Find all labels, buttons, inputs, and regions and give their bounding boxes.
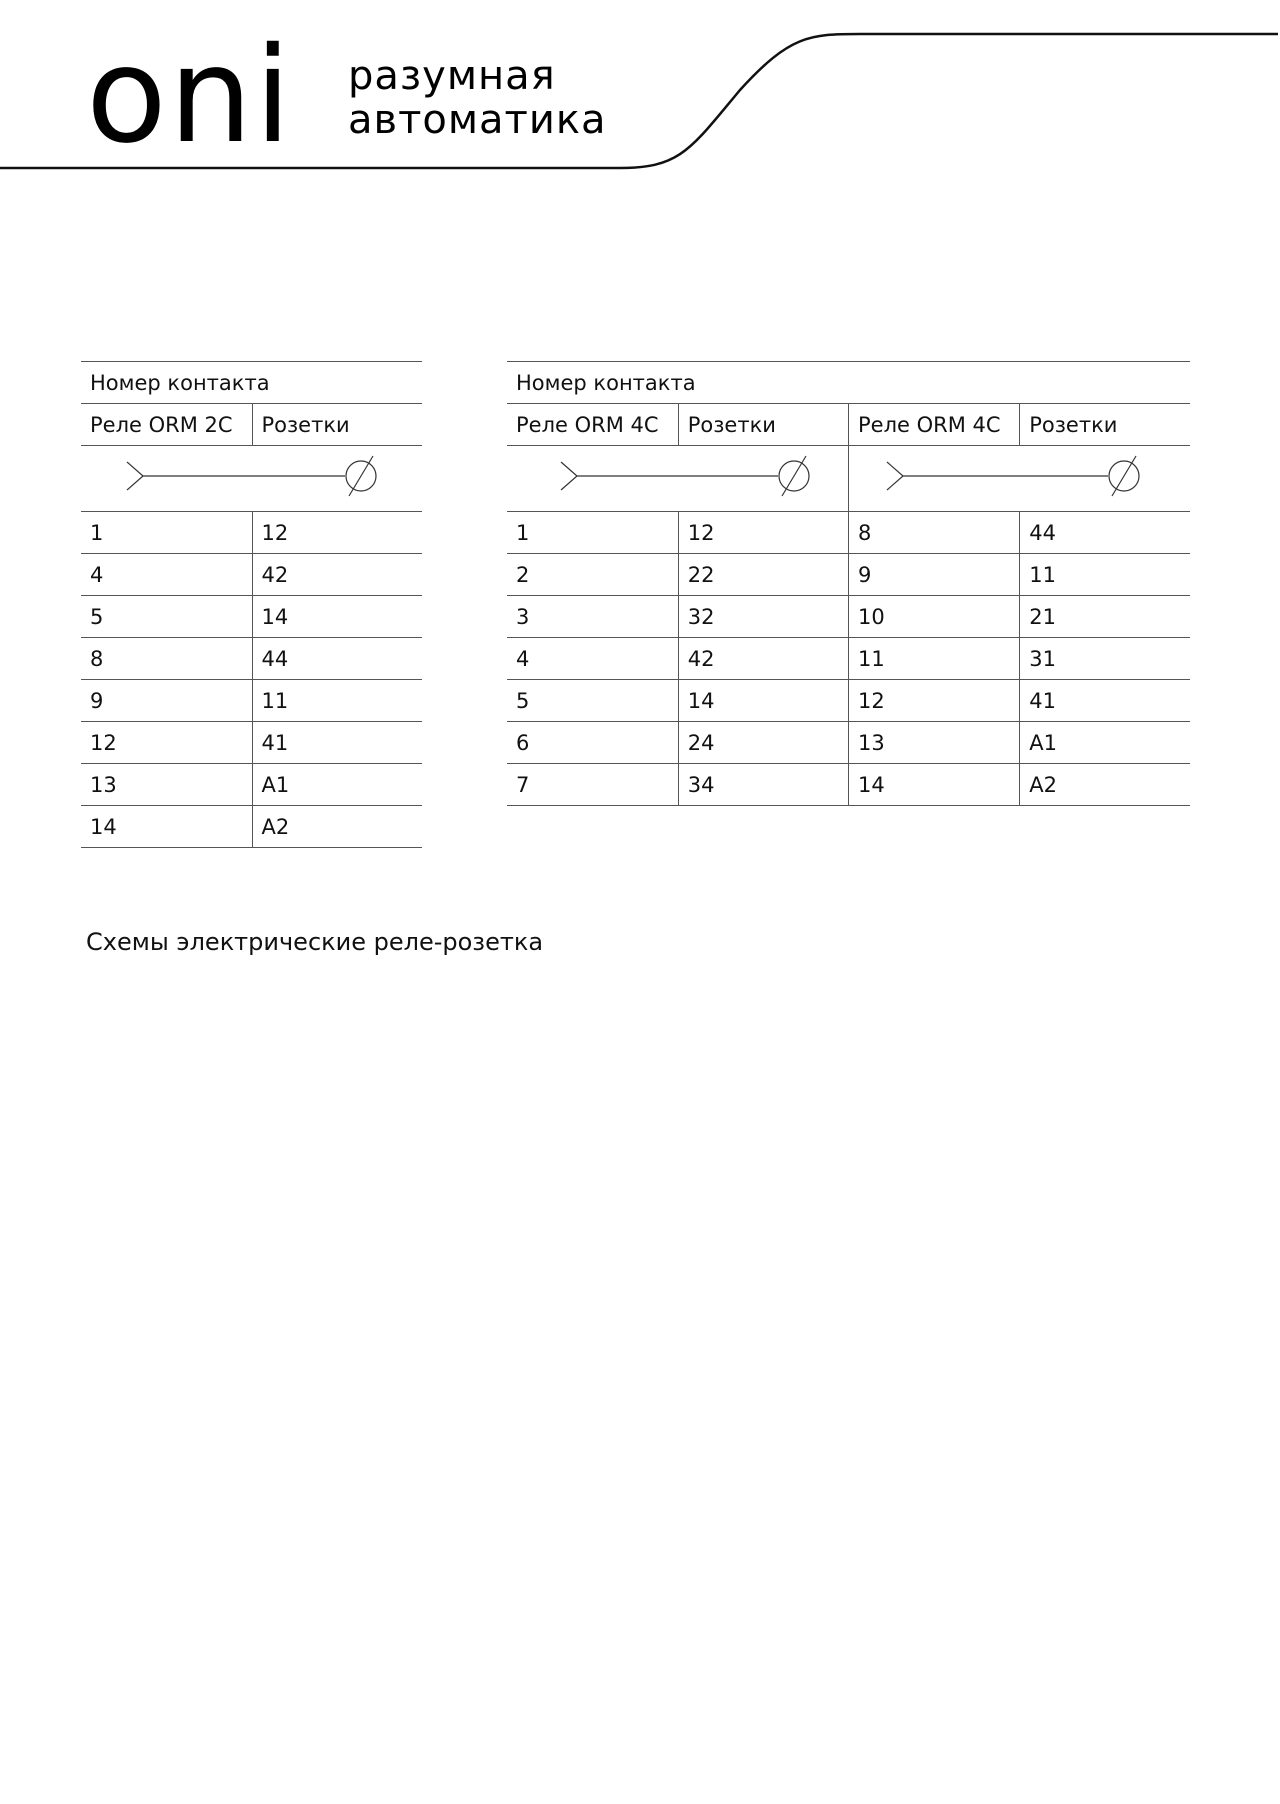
table-cell: 11 <box>849 638 1020 680</box>
table-header-row <box>507 404 1190 446</box>
table-cell: 31 <box>1020 638 1190 680</box>
table-cell: 14 <box>81 806 252 848</box>
table-row <box>81 596 422 638</box>
table-row <box>507 512 1190 554</box>
tagline-line-1: разумная <box>348 53 556 99</box>
table-cell: 3 <box>507 596 678 638</box>
table-cell: 2 <box>507 554 678 596</box>
table-title: Номер контакта <box>507 362 1190 404</box>
table-title-row <box>507 362 1190 404</box>
column-header: Реле ORM 2C <box>81 404 252 446</box>
table-cell: 5 <box>81 596 252 638</box>
table-row <box>507 680 1190 722</box>
page-header <box>0 0 1280 200</box>
table-cell: 13 <box>81 764 252 806</box>
table-cell: 1 <box>507 512 678 554</box>
table-cell: 14 <box>849 764 1020 806</box>
table-row <box>81 680 422 722</box>
table-title-row <box>81 362 422 404</box>
table-cell: 4 <box>81 554 252 596</box>
table-cell: 12 <box>252 512 422 554</box>
column-header: Реле ORM 4C <box>849 404 1020 446</box>
table-cell: A1 <box>252 764 422 806</box>
table-cell: 9 <box>849 554 1020 596</box>
symbol-row <box>81 446 422 512</box>
contact-table-orm-2c <box>81 361 422 848</box>
table-row <box>507 722 1190 764</box>
brand-logo: oni <box>86 19 294 173</box>
table-cell: 8 <box>849 512 1020 554</box>
table-cell: 32 <box>678 596 848 638</box>
table-cell: 11 <box>252 680 422 722</box>
table-cell: 4 <box>507 638 678 680</box>
table-row <box>81 806 422 848</box>
table-cell: 13 <box>849 722 1020 764</box>
table-cell: A2 <box>1020 764 1190 806</box>
table-cell: 9 <box>81 680 252 722</box>
table-row <box>81 722 422 764</box>
table-cell: 22 <box>678 554 848 596</box>
plug-socket-symbol-icon <box>507 446 848 506</box>
table-row <box>81 764 422 806</box>
table-title: Номер контакта <box>81 362 422 404</box>
plug-socket-symbol-icon <box>81 446 422 506</box>
table-header-row <box>81 404 422 446</box>
column-header: Розетки <box>1020 404 1190 446</box>
table-cell: 41 <box>1020 680 1190 722</box>
symbol-row <box>507 446 1190 512</box>
table-row <box>507 638 1190 680</box>
tagline-line-2: автоматика <box>348 97 607 143</box>
table-cell: 42 <box>252 554 422 596</box>
table-cell: 1 <box>81 512 252 554</box>
column-header: Розетки <box>678 404 848 446</box>
table-row <box>507 764 1190 806</box>
table-row <box>81 638 422 680</box>
table-cell: A1 <box>1020 722 1190 764</box>
table-row <box>507 596 1190 638</box>
table-cell: 24 <box>678 722 848 764</box>
figure-caption: Схемы электрические реле-розетка <box>86 928 544 956</box>
table-cell: 14 <box>252 596 422 638</box>
table-cell: 8 <box>81 638 252 680</box>
table-cell: A2 <box>252 806 422 848</box>
table-cell: 12 <box>81 722 252 764</box>
brand-tagline <box>348 54 607 142</box>
table-cell: 11 <box>1020 554 1190 596</box>
table-row <box>507 554 1190 596</box>
table-cell: 44 <box>252 638 422 680</box>
table-cell: 6 <box>507 722 678 764</box>
table-cell: 12 <box>678 512 848 554</box>
table-cell: 5 <box>507 680 678 722</box>
table-cell: 41 <box>252 722 422 764</box>
table-cell: 42 <box>678 638 848 680</box>
table-cell: 44 <box>1020 512 1190 554</box>
table-row <box>81 512 422 554</box>
column-header: Реле ORM 4C <box>507 404 678 446</box>
table-row <box>81 554 422 596</box>
column-header: Розетки <box>252 404 422 446</box>
table-cell: 10 <box>849 596 1020 638</box>
table-cell: 14 <box>678 680 848 722</box>
contact-table-orm-4c <box>507 361 1190 806</box>
table-cell: 12 <box>849 680 1020 722</box>
plug-socket-symbol-icon <box>849 446 1190 506</box>
table-cell: 21 <box>1020 596 1190 638</box>
table-cell: 7 <box>507 764 678 806</box>
table-cell: 34 <box>678 764 848 806</box>
